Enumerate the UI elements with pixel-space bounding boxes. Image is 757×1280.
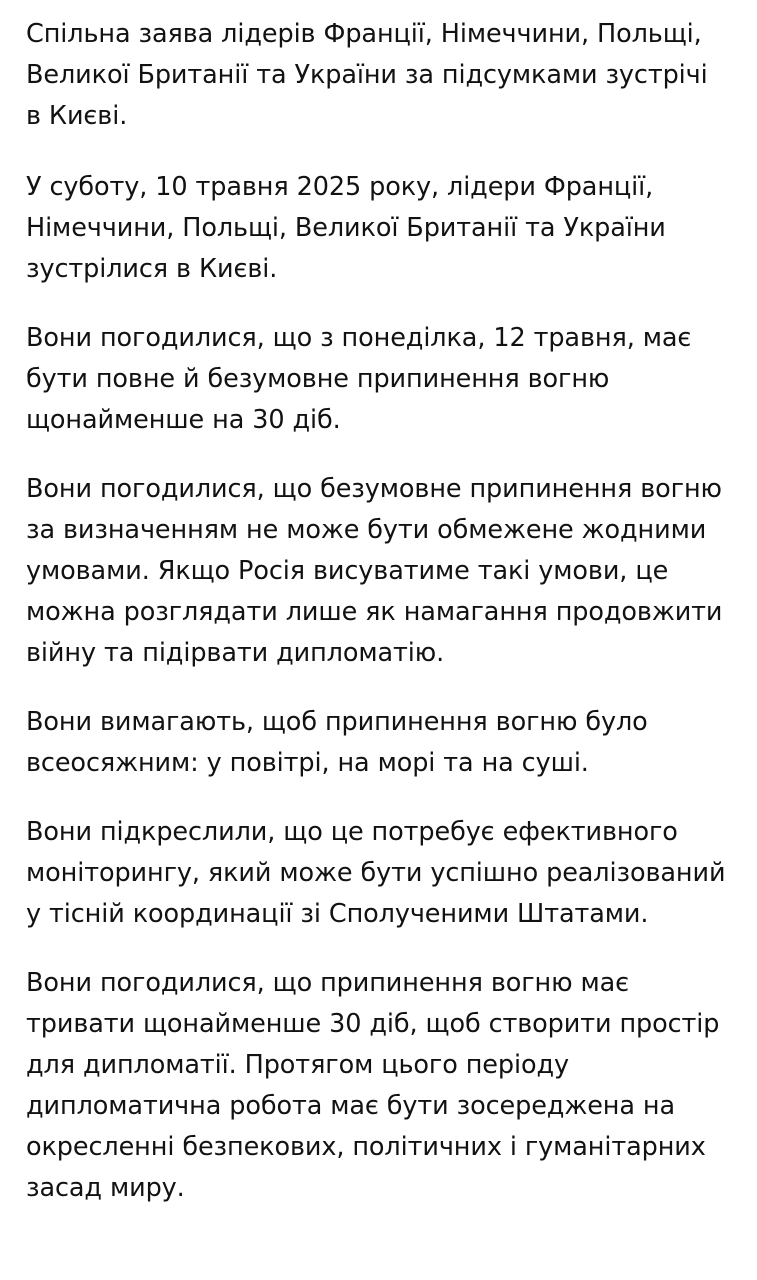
statement-paragraph-meeting: У суботу, 10 травня 2025 року, лідери Франції, Німеччини, Польщі, Великої Британії та України зустрілися в Києві. (26, 172, 674, 284)
statement-paragraph-comprehensive: Вони вимагають, щоб припинення вогню було всеосяжним: у повітрі, на морі та на суші. (26, 707, 656, 778)
statement-paragraph-unconditional: Вони погодилися, що безумовне припинення вогню за визначенням не може бути обмежене жодними умовами. Якщо Росія висуватиме такі умови, це можна розглядати лише як намагання продовжити війну та підірвати дипломатію. (26, 474, 731, 668)
statement-title-paragraph: Спільна заява лідерів Франції, Німеччини, Польщі, Великої Британії та України за підсумками зустрічі в Києві. (26, 19, 716, 131)
statement-paragraph-duration: Вони погодилися, що припинення вогню має тривати щонайменше 30 діб, щоб створити простір для дипломатії. Протягом цього періоду дипломатична робота має бути зосереджена на окресленні безпекових, політичних і гуманітарних засад миру. (26, 968, 728, 1203)
statement-paragraph-ceasefire-start: Вони погодилися, що з понеділка, 12 травня, має бути повне й безумовне припинення вогню щонайменше на 30 діб. (26, 323, 700, 435)
statement-paragraph-monitoring: Вони підкреслили, що це потребує ефективного моніторингу, який може бути успішно реалізований у тісній координації зі Сполученими Штатами. (26, 817, 734, 929)
